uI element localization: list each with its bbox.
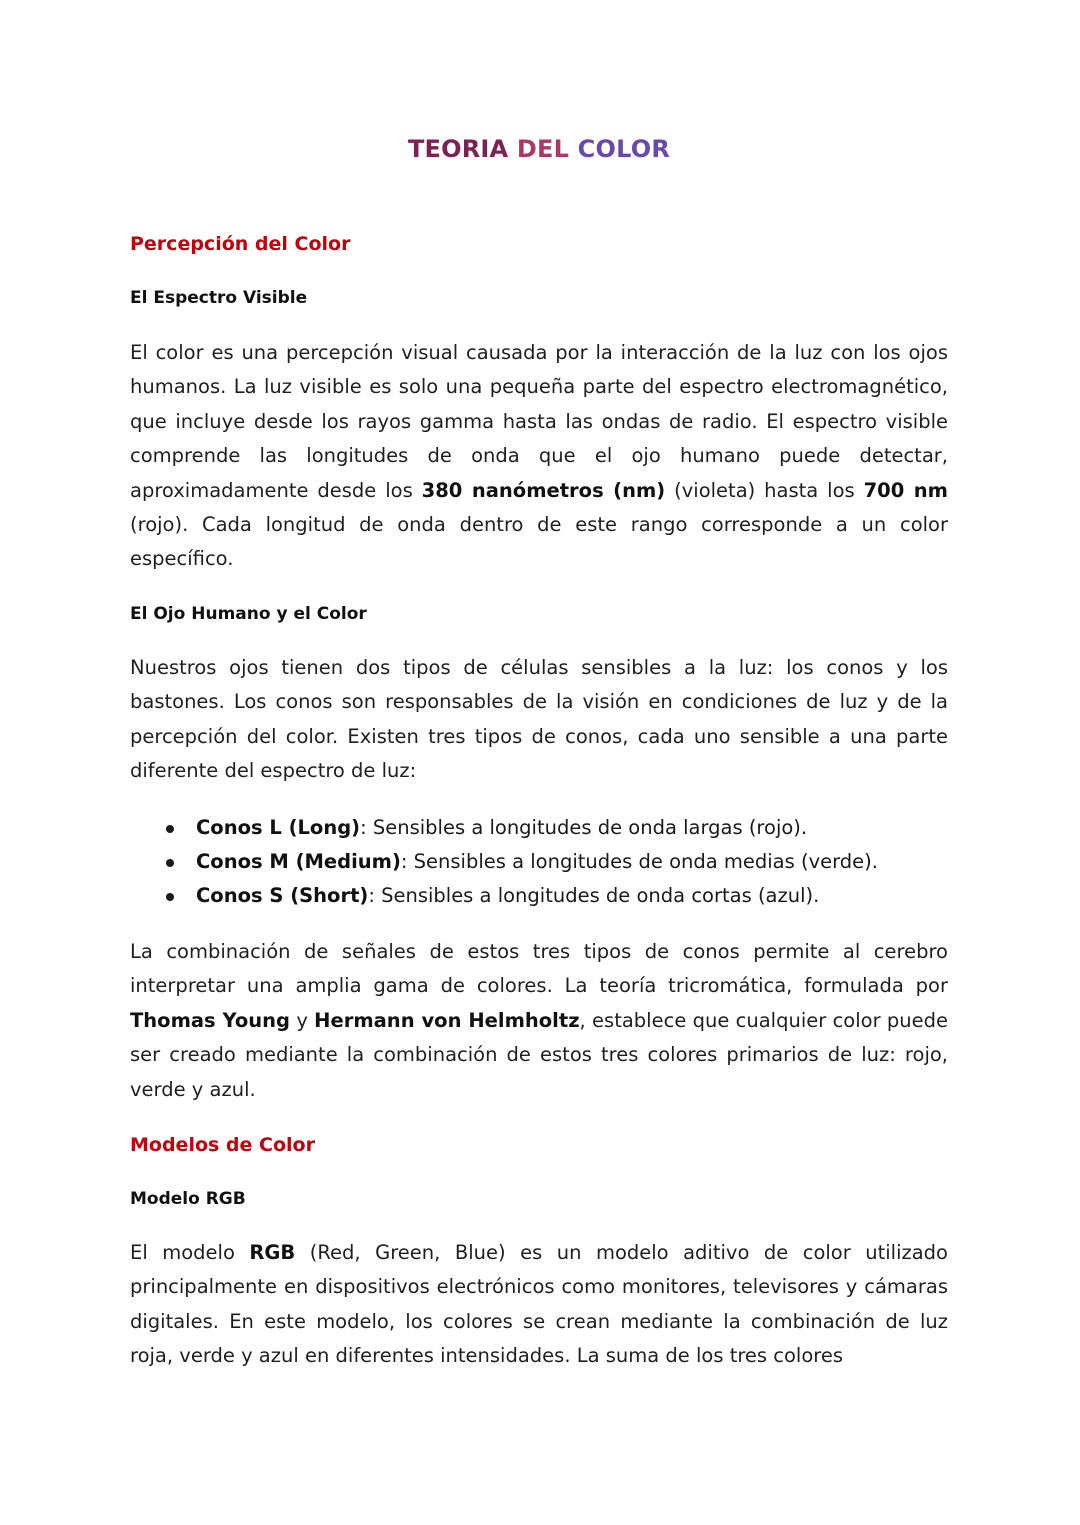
document-title — [130, 135, 948, 163]
section-heading-perception: Percepción del Color — [130, 233, 351, 255]
list-item-term: Conos L (Long) — [196, 816, 361, 839]
list-item-text: : Sensibles a longitudes de onda medias (verde). — [400, 850, 878, 874]
bullet-icon — [166, 859, 174, 867]
bullet-icon — [166, 825, 174, 833]
subheading-rgb-model: Modelo RGB — [130, 1189, 246, 1209]
list-item — [130, 879, 948, 913]
text-run: (violeta) hasta los — [665, 478, 864, 502]
list-item-text: : Sensibles a longitudes de onda largas (rojo). — [360, 816, 808, 839]
bold-term-thomas-young: Thomas Young — [130, 1008, 291, 1032]
list-item — [130, 845, 948, 879]
bold-term-rgb: RGB — [249, 1241, 296, 1264]
title-word-teoria: TEORIA — [407, 135, 509, 163]
list-item-term: Conos M (Medium) — [196, 850, 401, 874]
subheading-human-eye: El Ojo Humano y el Color — [130, 604, 367, 624]
list-item-text: : Sensibles a longitudes de onda cortas (azul). — [368, 884, 820, 908]
paragraph-visible-spectrum — [130, 336, 948, 577]
cones-list — [130, 811, 948, 914]
paragraph-human-eye: Nuestros ojos tienen dos tipos de células sensibles a la luz: los conos y los bastones. Los conos son responsables de la visión en condiciones de luz y de la percepción del color. Existen tres tipos de conos, cada uno sensible a una parte diferente del espectro de luz: — [130, 656, 948, 783]
bullet-icon — [166, 893, 174, 901]
paragraph-trichromatic-theory — [130, 935, 948, 1107]
list-item — [130, 811, 948, 845]
bold-term-380nm: 380 nanómetros (nm) — [421, 478, 666, 502]
bold-term-700nm: 700 nm — [863, 478, 948, 502]
list-item-term: Conos S (Short) — [196, 884, 369, 908]
text-run: (Red, Green, Blue) es un modelo aditivo de color utilizado principalmente en dispositivos electrónicos como monitores, televisores y cámaras digitales. En este modelo, los colores se crean mediante la combinación de luz roja, verde y azul en diferentes intensidades. La suma de los tres colores — [130, 1241, 948, 1368]
text-run: El color es una percepción visual causada por la interacción de la luz con los ojos humanos. La luz visible es solo una pequeña parte del espectro electromagnético, que incluye desde los rayos gamma hasta las ondas de radio. El espectro visible comprende las longitudes de onda que el ojo humano puede detectar, aproximadamente desde los — [130, 341, 948, 502]
subheading-visible-spectrum: El Espectro Visible — [130, 288, 308, 308]
text-run: (rojo). Cada longitud de onda dentro de este rango corresponde a un color específico. — [130, 513, 948, 571]
bold-term-helmholtz: Hermann von Helmholtz — [314, 1008, 580, 1032]
text-run: y — [290, 1008, 315, 1032]
text-run: El modelo — [130, 1241, 250, 1264]
section-heading-color-models: Modelos de Color — [130, 1134, 315, 1156]
title-word-del: DEL — [516, 135, 570, 163]
paragraph-rgb-model — [130, 1236, 948, 1374]
text-run: , establece que cualquier color puede ser creado mediante la combinación de estos tres colores primarios de luz: rojo, verde y azul. — [130, 1008, 949, 1101]
text-run: La combinación de señales de estos tres tipos de conos permite al cerebro interpretar una amplia gama de colores. La teoría tricromática, formulada por — [130, 940, 948, 998]
title-word-color: COLOR — [577, 135, 671, 163]
